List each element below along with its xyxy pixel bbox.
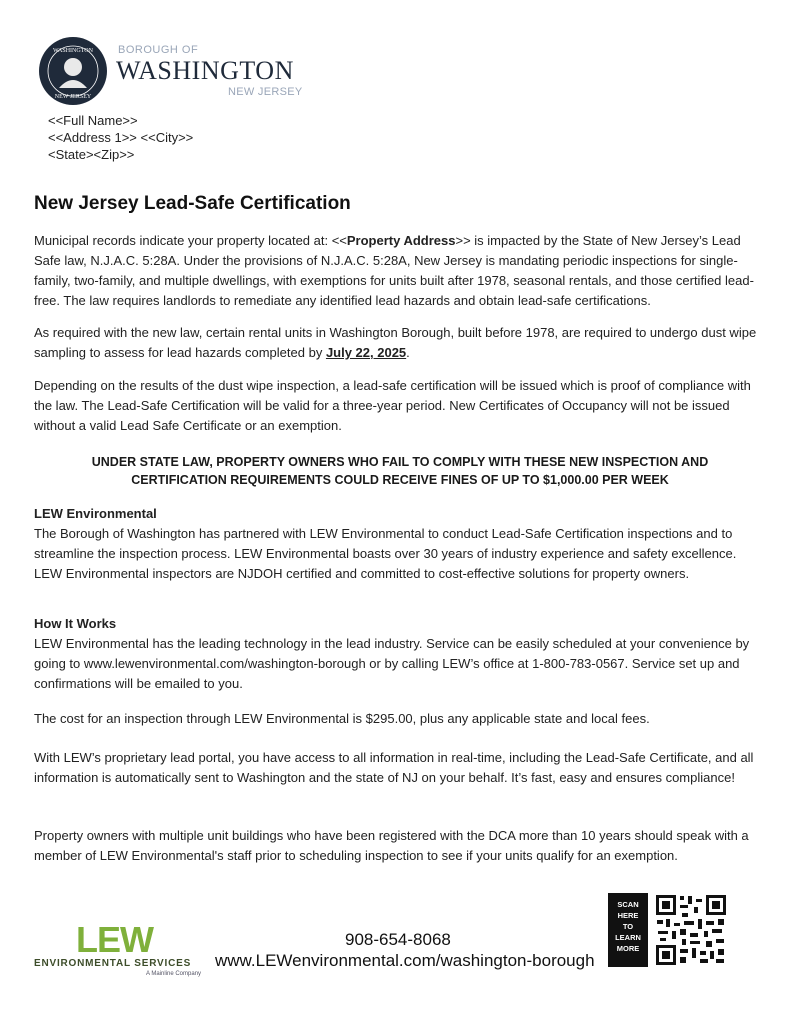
state-label: NEW JERSEY	[228, 86, 303, 98]
borough-letterhead	[38, 36, 338, 106]
lew-logo	[34, 919, 209, 982]
paragraph-exemption: Property owners with multiple unit buildings who have been registered with the DCA more than 10 years should speak with a member of LEW Environmental's staff prior to scheduling inspection to see if your units qualify for an exemption.	[34, 828, 749, 863]
section-heading: How It Works	[34, 616, 117, 631]
fine-notice: UNDER STATE LAW, PROPERTY OWNERS WHO FAIL TO COMPLY WITH THESE NEW INSPECTION AND CERTIFICATION REQUIREMENTS COULD RECEIVE FINES OF UP TO $1,000.00 PER WEEK	[91, 455, 709, 487]
section-text: LEW Environmental has the leading technology in the lead industry. Service can be easily scheduled at your convenience by going to www.lewenvironmental.com/washington-borough or by calling LEW’s office at 1-800-783-0567. Service set up and confirmations will be emailed to you.	[34, 636, 750, 691]
borough-of-label: BOROUGH OF	[118, 44, 199, 56]
borough-name: WASHINGTON	[116, 56, 294, 85]
lew-logo-subtitle: ENVIRONMENTAL SERVICES	[34, 958, 192, 969]
paragraph-portal: With LEW’s proprietary lead portal, you have access to all information in real-time, including the Lead-Safe Certificate, and all information is automatically sent to Washington and the state of NJ on your behalf. It’s fast, easy and ensures compliance!	[34, 750, 754, 785]
borough-seal-logo	[38, 36, 108, 106]
paragraph-certification: Depending on the results of the dust wipe inspection, a lead-safe certification will be issued which is proof of compliance with the law. The Lead-Safe Certification will be valid for a three-year period. New Certificates of Occupancy will not be issued without a valid Lead Safe Certificate or an exemption.	[34, 378, 751, 433]
address-line-state-zip: <State><Zip>>	[48, 147, 135, 162]
paragraph-cost: The cost for an inspection through LEW Environmental is $295.00, plus any applicable state and local fees.	[34, 711, 650, 726]
contact-website: www.LEWenvironmental.com/washington-borough	[215, 951, 595, 970]
lew-logo-tagline: A Mainline Company	[146, 971, 202, 977]
recipient-address	[48, 112, 193, 163]
section-lew-environmental	[34, 504, 764, 584]
section-text: The Borough of Washington has partnered with LEW Environmental to conduct Lead-Safe Certification inspections and to streamline the inspection process. LEW Environmental boasts over 30 years of industry experience and safety excellence. LEW Environmental inspectors are NJDOH certified and committed to cost-effective solutions for property owners.	[34, 526, 737, 581]
property-address-placeholder: Property Address	[346, 233, 456, 248]
qr-code-icon[interactable]	[654, 893, 728, 967]
contact-phone: 908-654-8068	[345, 930, 451, 949]
address-line-name: <<Full Name>>	[48, 113, 138, 128]
page-title: New Jersey Lead-Safe Certification	[34, 193, 351, 214]
svg-text:WASHINGTON: WASHINGTON	[53, 48, 93, 54]
lew-logo-wordmark: LEW	[76, 919, 153, 960]
paragraph-intro: Municipal records indicate your property located at: <<Property Address>> is impacted by the State of New Jersey’s Lead Safe law, N.J.A.C. 5:28A. Under the provisions of N.J.A.C. 5:28A, New Jersey is mandating periodic inspections for single-family, two-family, and multiple dwellings, with exemptions for units built after 1978, seasonal rentals, and those certified lead-free. The law requires landlords to remediate any identified lead hazards and obtain lead-safe certifications.	[34, 233, 754, 308]
section-heading: LEW Environmental	[34, 506, 157, 521]
svg-text:NEW JERSEY: NEW JERSEY	[54, 94, 92, 100]
paragraph-requirement: As required with the new law, certain rental units in Washington Borough, built before 1978, are required to undergo dust wipe sampling to assess for lead hazards completed by July 22, 2025.	[34, 325, 757, 360]
section-how-it-works	[34, 614, 764, 694]
due-date: July 22, 2025	[325, 345, 407, 360]
address-line-street: <<Address 1>> <<City>>	[48, 130, 194, 145]
scan-here-label: SCAN HERE TO LEARN MORE	[608, 893, 648, 967]
